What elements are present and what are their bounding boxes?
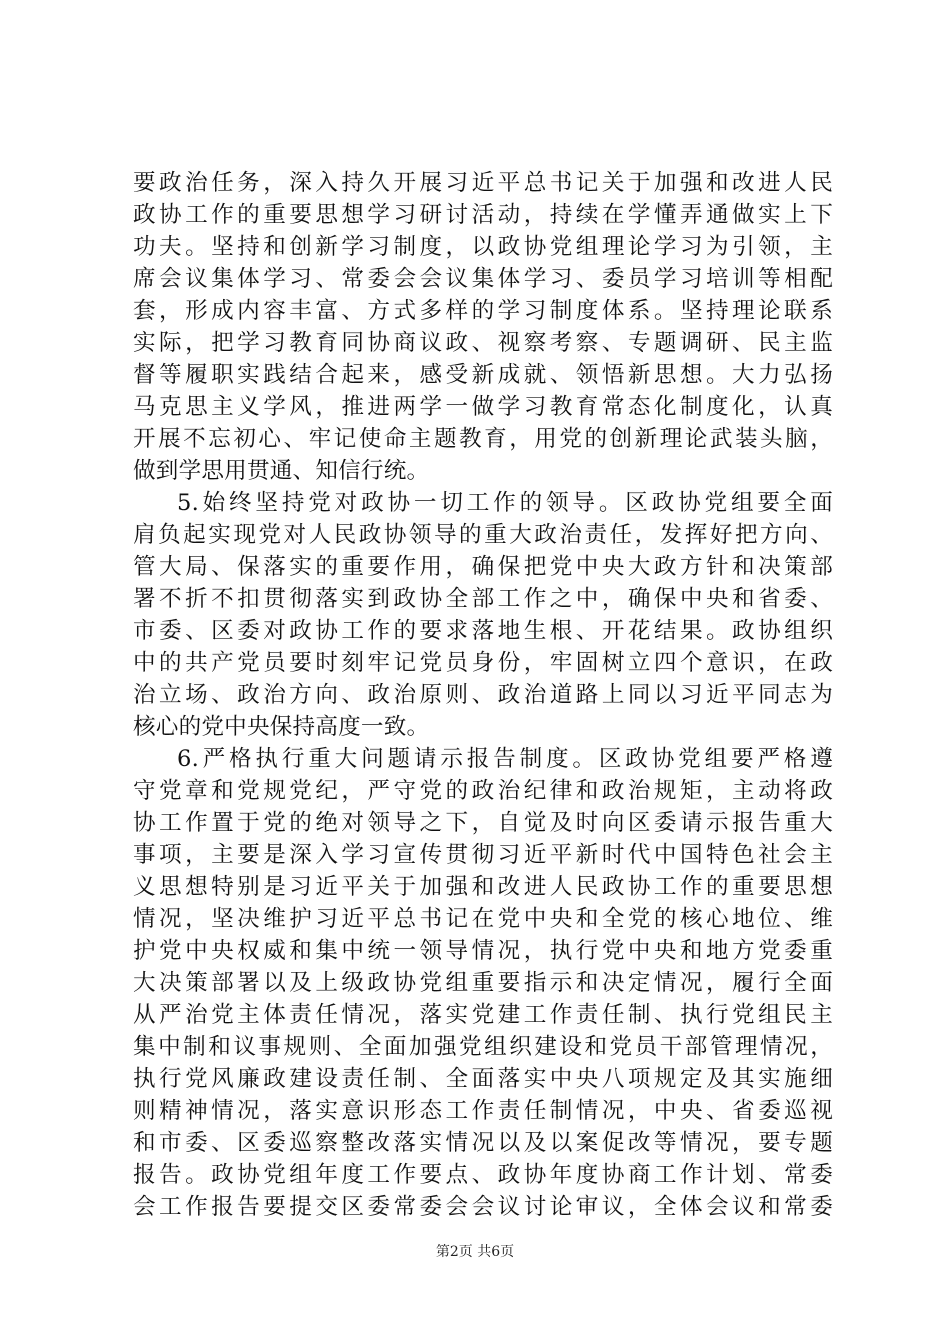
text-line: 协工作置于党的绝对领导之下，自觉及时向区委请示报告重大 xyxy=(133,810,833,836)
text-line: 功夫。坚持和创新学习制度，以政协党组理论学习为引领，主 xyxy=(133,234,833,260)
text-line: 政协工作的重要思想学习研讨活动，持续在学懂弄通做实上下 xyxy=(133,202,833,228)
text-line: 马克思主义学风，推进两学一做学习教育常态化制度化，认真 xyxy=(133,394,833,420)
text-line: 署不折不扣贯彻落实到政协全部工作之中，确保中央和省委、 xyxy=(133,586,833,612)
text-line: 市委、区委对政协工作的要求落地生根、开花结果。政协组织 xyxy=(133,618,833,644)
text-line: 开展不忘初心、牢记使命主题教育，用党的创新理论武装头脑， xyxy=(133,426,833,452)
text-line: 套，形成内容丰富、方式多样的学习制度体系。坚持理论联系 xyxy=(133,298,833,324)
text-line: 核心的党中央保持高度一致。 xyxy=(133,714,430,740)
text-line: 和市委、区委巡察整改落实情况以及以案促改等情况，要专题 xyxy=(133,1130,833,1156)
text-line: 席会议集体学习、常委会会议集体学习、委员学习培训等相配 xyxy=(133,266,833,292)
text-line: 从严治党主体责任情况，落实党建工作责任制、执行党组民主 xyxy=(133,1002,833,1028)
text-line: 6.严格执行重大问题请示报告制度。区政协党组要严格遵 xyxy=(177,746,833,772)
text-line: 则精神情况，落实意识形态工作责任制情况，中央、省委巡视 xyxy=(133,1098,833,1124)
text-line: 报告。政协党组年度工作要点、政协年度协商工作计划、常委 xyxy=(133,1162,833,1188)
text-line: 5.始终坚持党对政协一切工作的领导。区政协党组要全面 xyxy=(177,490,833,516)
text-line: 护党中央权威和集中统一领导情况，执行党中央和地方党委重 xyxy=(133,938,833,964)
text-line: 执行党风廉政建设责任制、全面落实中央八项规定及其实施细 xyxy=(133,1066,833,1092)
text-line: 做到学思用贯通、知信行统。 xyxy=(133,458,430,484)
text-line: 义思想特别是习近平关于加强和改进人民政协工作的重要思想 xyxy=(133,874,833,900)
text-line: 守党章和党规党纪，严守党的政治纪律和政治规矩，主动将政 xyxy=(133,778,833,804)
document-body xyxy=(133,167,833,1223)
text-line: 管大局、保落实的重要作用，确保把党中央大政方针和决策部 xyxy=(133,554,833,580)
text-line: 集中制和议事规则、全面加强党组织建设和党员干部管理情况， xyxy=(133,1034,833,1060)
text-line: 中的共产党员要时刻牢记党员身份，牢固树立四个意识，在政 xyxy=(133,650,833,676)
text-line: 要政治任务，深入持久开展习近平总书记关于加强和改进人民 xyxy=(133,170,833,196)
text-line: 督等履职实践结合起来，感受新成就、领悟新思想。大力弘扬 xyxy=(133,362,833,388)
text-line: 治立场、政治方向、政治原则、政治道路上同以习近平同志为 xyxy=(133,682,833,708)
text-line: 情况，坚决维护习近平总书记在党中央和全党的核心地位、维 xyxy=(133,906,833,932)
text-line: 会工作报告要提交区委常委会会议讨论审议，全体会议和常委 xyxy=(133,1194,833,1220)
page-footer: 第2页 共6页 xyxy=(435,1244,515,1260)
text-line: 肩负起实现党对人民政协领导的重大政治责任，发挥好把方向、 xyxy=(133,522,833,548)
text-line: 实际，把学习教育同协商议政、视察考察、专题调研、民主监 xyxy=(133,330,833,356)
text-line: 事项，主要是深入学习宣传贯彻习近平新时代中国特色社会主 xyxy=(133,842,833,868)
text-line: 大决策部署以及上级政协党组重要指示和决定情况，履行全面 xyxy=(133,970,833,996)
